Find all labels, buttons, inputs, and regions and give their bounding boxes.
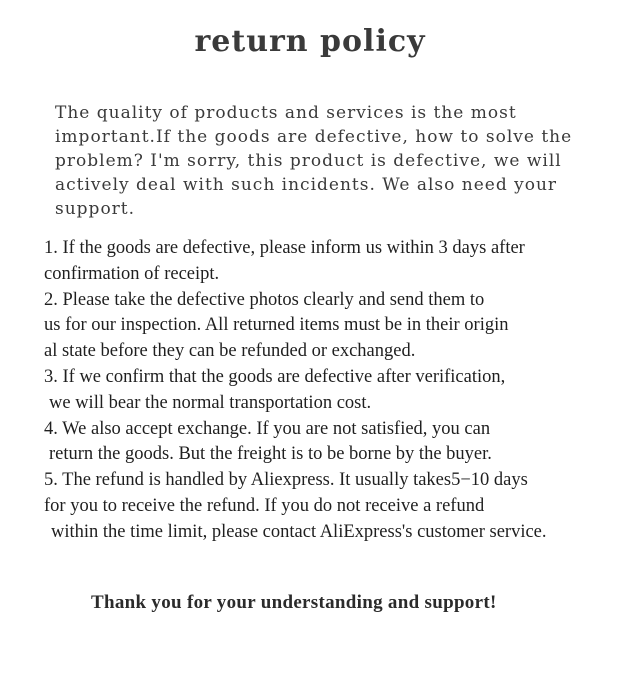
policy-line: 1. If the goods are defective, please inform us within 3 days after xyxy=(44,238,525,258)
intro-line: The quality of products and services is the most xyxy=(55,103,517,123)
policy-line: 3. If we confirm that the goods are defective after verification, xyxy=(44,366,506,387)
policy-line: for you to receive the refund. If you do not receive a refund xyxy=(44,495,485,516)
policy-line: within the time limit, please contact AliExpress's customer service. xyxy=(51,521,547,542)
policy-line: 4. We also accept exchange. If you are not satisfied, you can xyxy=(44,418,491,439)
policy-line: return the goods. But the freight is to be borne by the buyer. xyxy=(49,444,492,465)
policy-line: 5. The refund is handled by Aliexpress. It usually takes5−10 days xyxy=(44,470,528,491)
page-title: return policy xyxy=(194,24,426,59)
policy-line: confirmation of receipt. xyxy=(44,263,220,284)
intro-paragraph xyxy=(55,101,635,221)
intro-line: actively deal with such incidents. We also need your xyxy=(55,175,558,195)
policy-line: we will bear the normal transportation cost. xyxy=(49,392,372,413)
intro-line: support. xyxy=(55,199,136,219)
intro-line: problem? I'm sorry, this product is defective, we will xyxy=(55,151,562,171)
closing-message: Thank you for your understanding and support! xyxy=(91,592,497,613)
policy-steps xyxy=(44,236,640,546)
policy-line: us for our inspection. All returned items must be in their origin xyxy=(44,315,509,336)
intro-line: important.If the goods are defective, how to solve the xyxy=(55,127,573,147)
policy-line: al state before they can be refunded or exchanged. xyxy=(44,341,416,362)
policy-line: 2. Please take the defective photos clearly and send them to xyxy=(44,289,485,310)
